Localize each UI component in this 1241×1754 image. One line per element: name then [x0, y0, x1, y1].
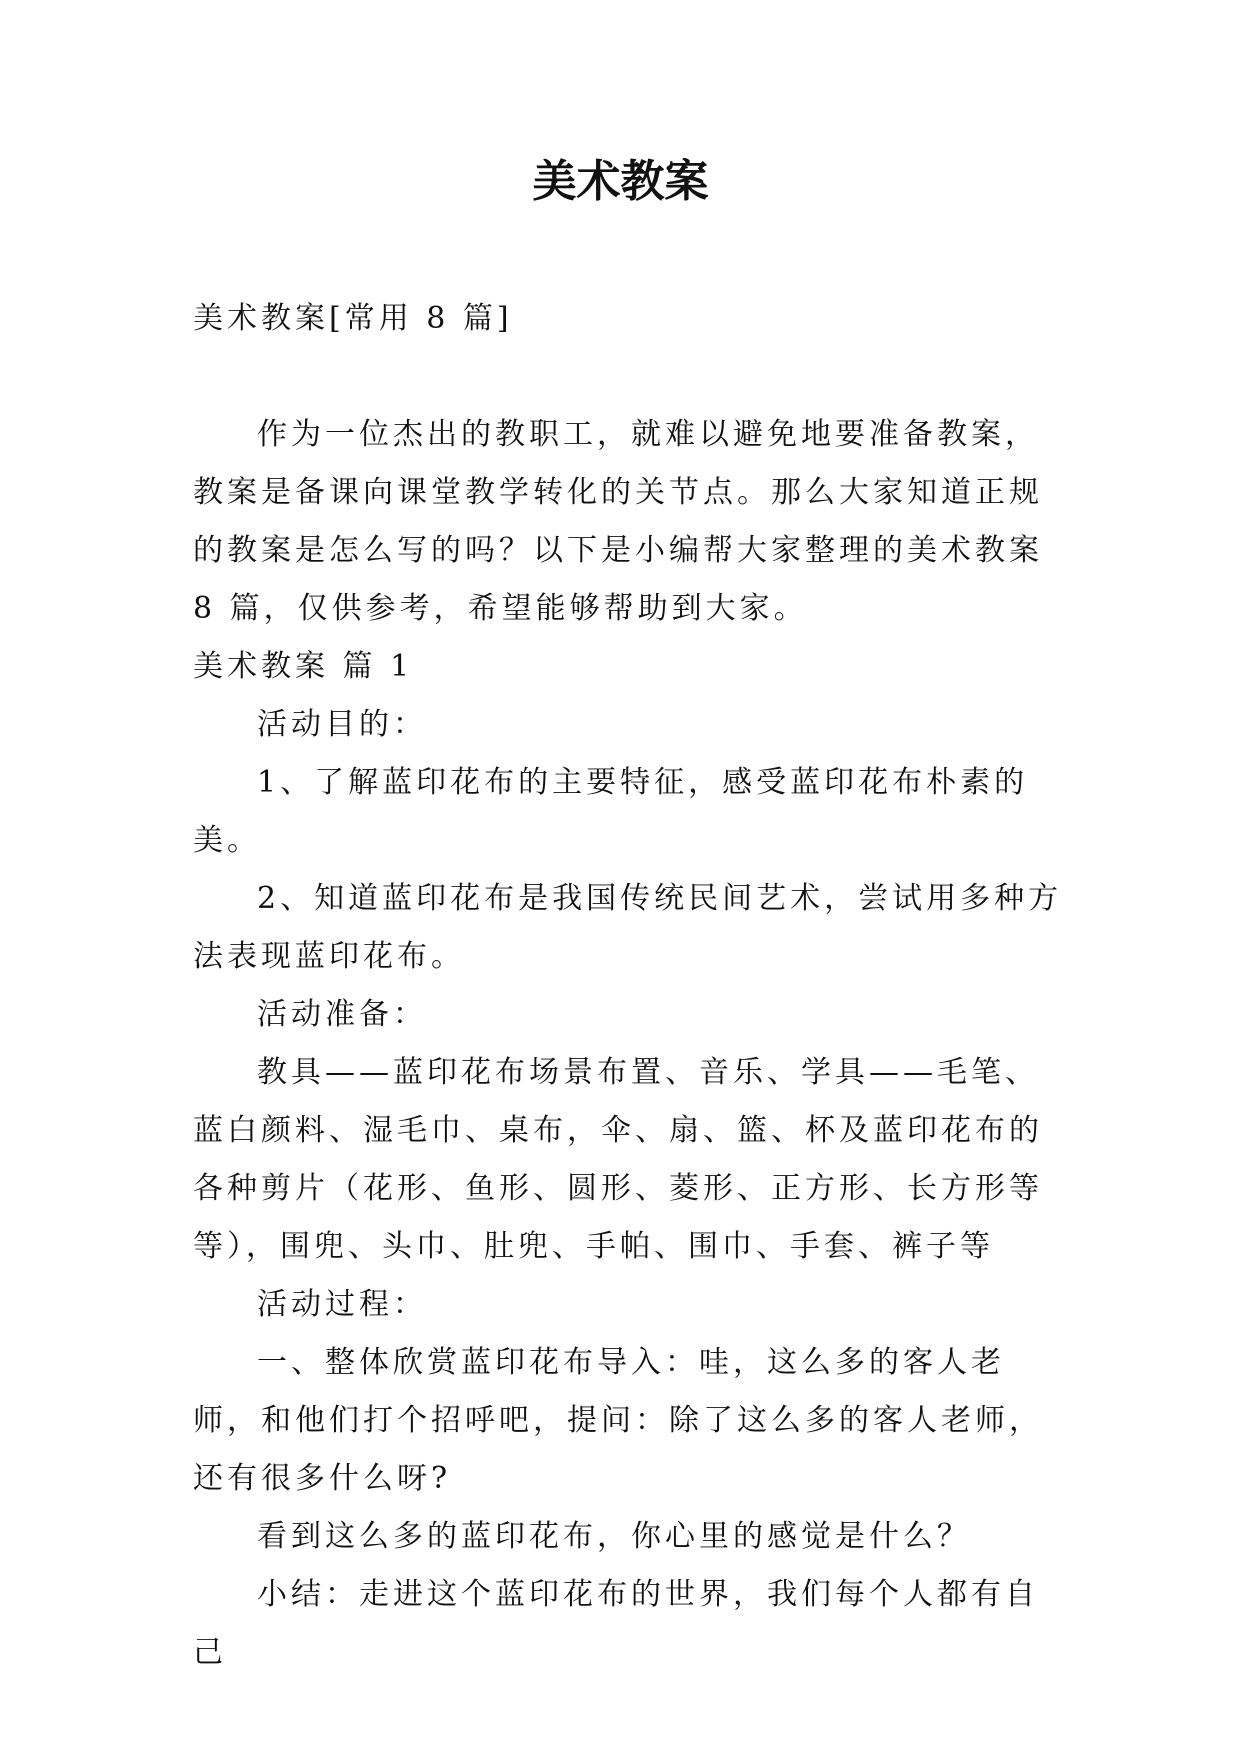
paragraph-intro: 作为一位杰出的教职工，就难以避免地要准备教案，教案是备课向课堂教学转化的关节点。那么大家知道正规的教案是怎么写的吗？以下是小编帮大家整理的美术教案 8 篇，仅供参考，希望能够帮助到大家。	[193, 417, 1043, 626]
paragraph: 活动准备：	[257, 997, 427, 1032]
paragraph: 1、了解蓝印花布的主要特征，感受蓝印花布朴素的美。	[193, 765, 1029, 858]
document-subtitle: 美术教案[常用 8 篇]	[193, 301, 513, 336]
paragraph: 活动目的：	[257, 707, 427, 742]
document-body	[193, 290, 1063, 1682]
paragraph: 教具——蓝印花布场景布置、音乐、学具——毛笔、蓝白颜料、湿毛巾、桌布，伞、扇、篮、杯及蓝印花布的各种剪片（花形、鱼形、圆形、菱形、正方形、长方形等等），围兜、头巾、肚兜、手帕、围巾、手套、裤子等	[193, 1055, 1043, 1264]
paragraph: 小结：走进这个蓝印花布的世界，我们每个人都有自己	[193, 1577, 1039, 1670]
paragraph: 活动过程：	[257, 1287, 427, 1322]
paragraph: 看到这么多的蓝印花布，你心里的感觉是什么？	[257, 1519, 971, 1554]
paragraph: 2、知道蓝印花布是我国传统民间艺术，尝试用多种方法表现蓝印花布。	[193, 881, 1063, 974]
section-heading: 美术教案 篇 1	[193, 649, 414, 684]
paragraph: 一、整体欣赏蓝印花布导入：哇，这么多的客人老师，和他们打个招呼吧，提问：除了这么多的客人老师，还有很多什么呀?	[193, 1345, 1043, 1496]
page-title: 美术教案	[532, 156, 709, 207]
